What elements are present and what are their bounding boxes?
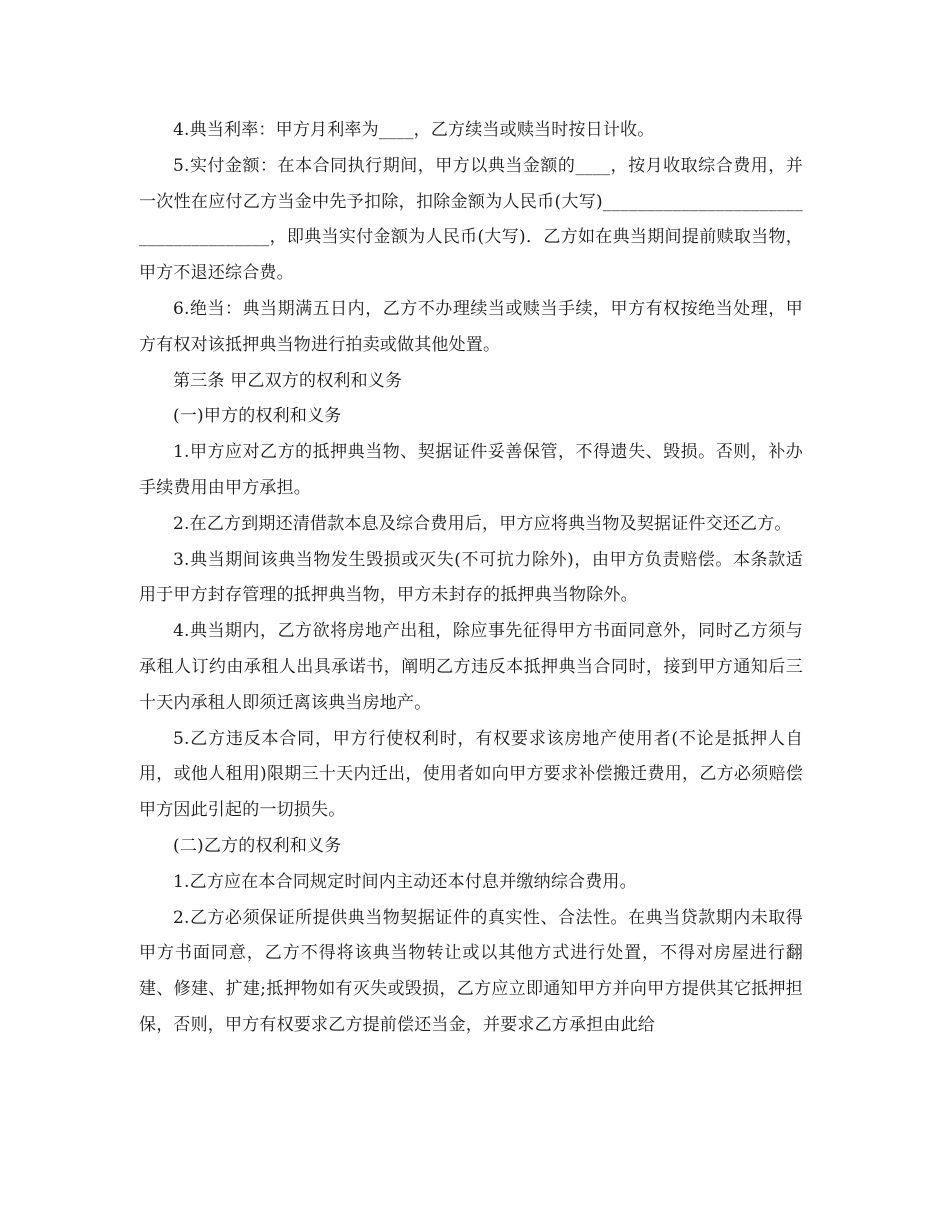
subsection-heading-party-b: (二)乙方的权利和义务 — [173, 835, 342, 856]
paragraph-pawn-interest-rate: 4.典当利率：甲方月利率为____，乙方续当或赎当时按日计收。 — [173, 120, 655, 140]
paragraph-party-a-5: 5.乙方违反本合同，甲方行使权利时，有权要求该房地产使用者(不论是抵押人自用，或他人租用)限期三十天内迁出，使用者如向甲方要求补偿搬迁费用，乙方必须赔偿甲方因此引起的一切损失。 — [139, 728, 803, 821]
section-heading-article-3: 第三条 甲乙双方的权利和义务 — [173, 370, 403, 391]
paragraph-party-a-1: 1.甲方应对乙方的抵押典当物、契据证件妥善保管，不得遗失、毁损。否则，补办手续费用由甲方承担。 — [139, 442, 803, 498]
paragraph-party-a-3: 3.典当期间该典当物发生毁损或灭失(不可抗力除外)，由甲方负责赔偿。本条款适用于甲方封存管理的抵押典当物，甲方未封存的抵押典当物除外。 — [139, 549, 803, 606]
paragraph-party-a-2: 2.在乙方到期还清借款本息及综合费用后，甲方应将典当物及契据证件交还乙方。 — [173, 513, 792, 534]
paragraph-party-b-2: 2.乙方必须保证所提供典当物契据证件的真实性、合法性。在典当贷款期内未取得甲方书面同意，乙方不得将该典当物转让或以其他方式进行处置，不得对房屋进行翻建、修建、扩建;抵押物如有灭失或毁损，乙方应立即通知甲方并向甲方提供其它抵押担保，否则，甲方有权要求乙方提前偿还当金，并要求乙方承担由此给 — [139, 907, 803, 1035]
paragraph-party-b-1: 1.乙方应在本合同规定时间内主动还本付息并缴纳综合费用。 — [173, 871, 637, 892]
paragraph-party-a-4: 4.典当期内，乙方欲将房地产出租，除应事先征得甲方书面同意外，同时乙方须与承租人订约由承租人出具承诺书，阐明乙方违反本抵押典当合同时，接到甲方通知后三十天内承租人即须迁离该典当房地产。 — [139, 621, 803, 713]
paragraph-forfeiture: 6.绝当：典当期满五日内，乙方不办理续当或赎当手续，甲方有权按绝当处理，甲方有权对该抵押典当物进行拍卖或做其他处置。 — [139, 298, 803, 355]
subsection-heading-party-a: (一)甲方的权利和义务 — [173, 406, 342, 427]
paragraph-actual-payment: 5.实付金额：在本合同执行期间，甲方以典当金额的____，按月收取综合费用，并一次性在应付乙方当金中先予扣除，扣除金额为人民币(大写)______________________________________，即典当实付金额为人民币(大写)．乙方如在典当期间提前赎取当物，甲方不退还综合费。 — [139, 155, 803, 284]
document-body — [139, 113, 803, 1044]
